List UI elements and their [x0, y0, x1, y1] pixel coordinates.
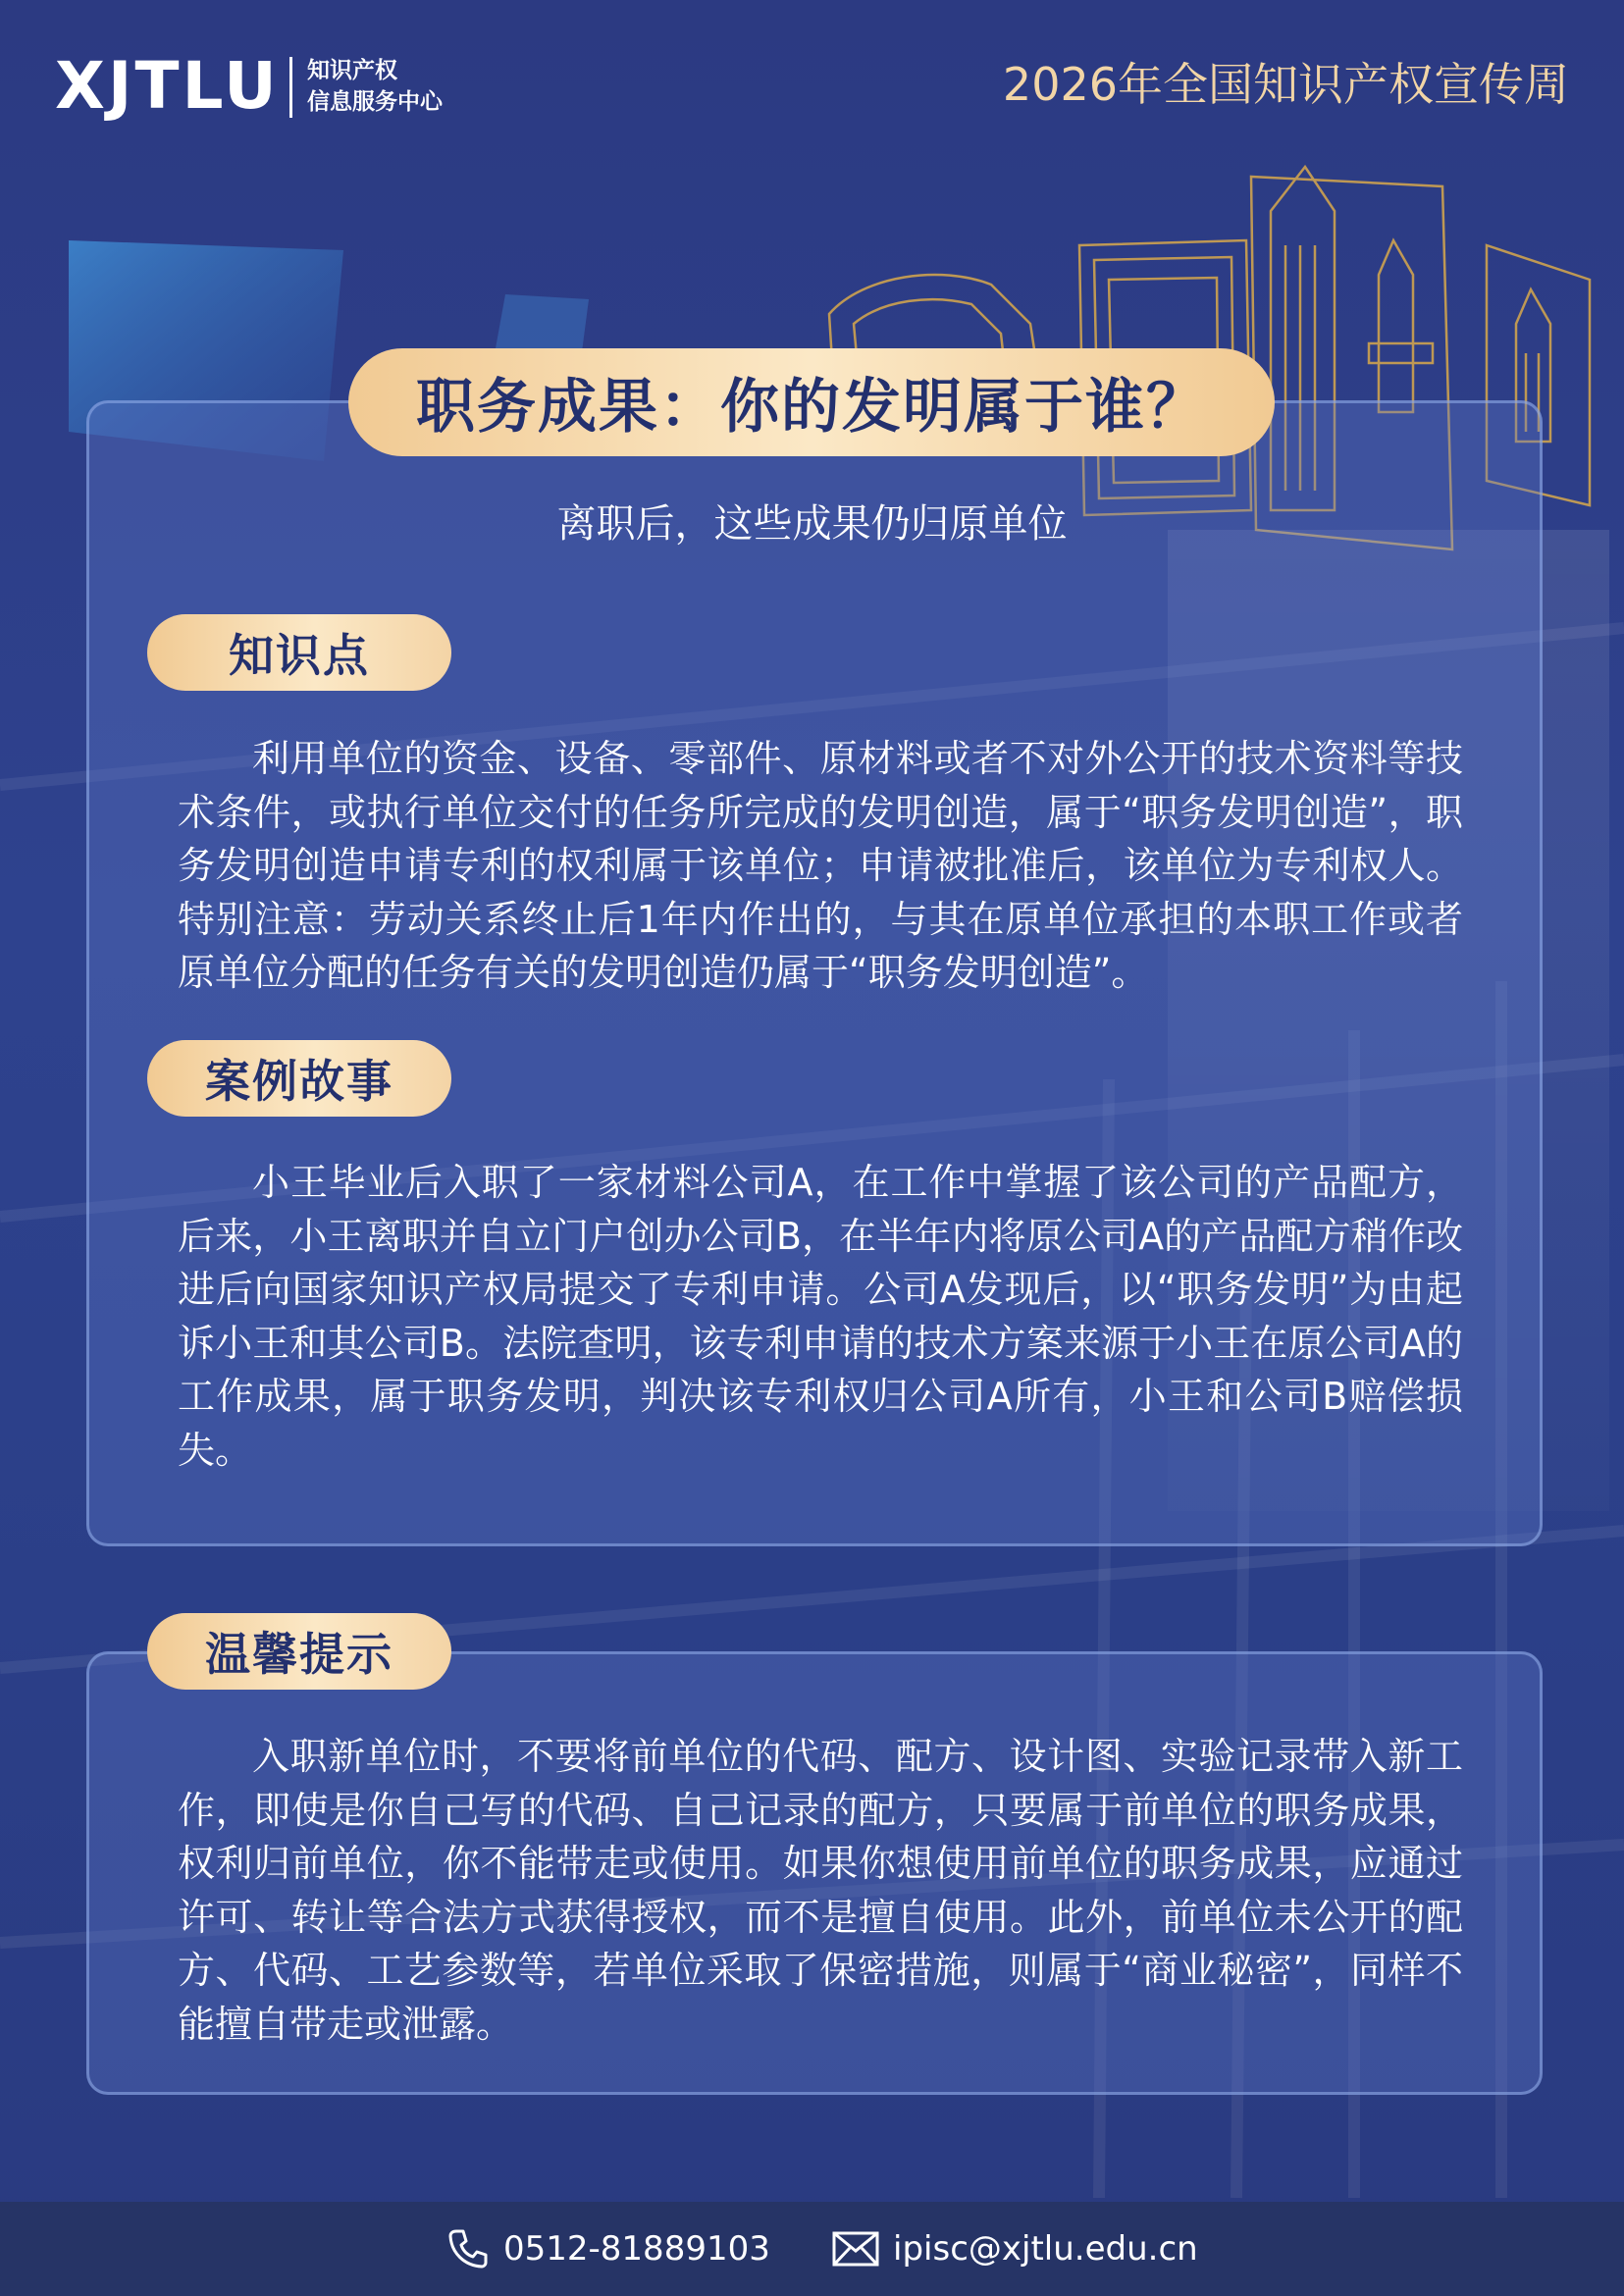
section-heading-label: 案例故事: [205, 1055, 393, 1108]
phone-icon: [446, 2227, 490, 2270]
contact-email: [832, 2225, 1198, 2272]
page-subtitle: 离职后，这些成果仍归原单位: [556, 501, 1068, 547]
page-title-banner: [348, 348, 1275, 456]
xjtlu-logo: XJTLU: [55, 48, 280, 124]
logo-subtitle-line-2: 信息服务中心: [307, 89, 443, 115]
page-header: [0, 0, 1624, 177]
logo-divider: [289, 57, 292, 118]
tips-paragraph: 入职新单位时，不要将前单位的代码、配方、设计图、实验记录带入新工作，即使是你自己写的代码、自己记录的配方，只要属于前单位的职务成果，权利归前单位，你不能带走或使用。如果你想使用前单位的职务成果，应通过许可、转让等合法方式获得授权，而不是擅自使用。此外，前单位未公开的配方、代码、工艺参数等，若单位采取了保密措施，则属于“商业秘密”，同样不能擅自带走或泄露。: [178, 1735, 1463, 2046]
section-heading-case-story: [147, 1040, 451, 1117]
logo-subtitle: [307, 55, 443, 118]
case-story-paragraph: 小王毕业后入职了一家材料公司A，在工作中掌握了该公司的产品配方，后来，小王离职并自立门户创办公司B，在半年内将原公司A的产品配方稍作改进后向国家知识产权局提交了专利申请。公司A发现后，以“职务发明”为由起诉小王和其公司B。法院查明，该专利申请的技术方案来源于小王在原公司A的工作成果，属于职务发明，判决该专利权归公司A所有，小王和公司B赔偿损失。: [178, 1161, 1463, 1472]
logo-subtitle-line-1: 知识产权: [307, 58, 397, 83]
event-title: 2026年全国知识产权宣传周: [1002, 58, 1569, 111]
section-heading-tips: [147, 1613, 451, 1690]
phone-number: 0512-81889103: [503, 2229, 770, 2269]
section-heading-label: 知识点: [229, 629, 370, 682]
section-heading-label: 温馨提示: [205, 1628, 393, 1681]
knowledge-paragraph: 利用单位的资金、设备、零部件、原材料或者不对外公开的技术资料等技术条件，或执行单位交付的任务所完成的发明创造，属于“职务发明创造”，职务发明创造申请专利的权利属于该单位；申请被批准后，该单位为专利权人。特别注意：劳动关系终止后1年内作出的，与其在原单位承担的本职工作或者原单位分配的任务有关的发明创造仍属于“职务发明创造”。: [178, 737, 1463, 994]
page-title: 职务成果：你的发明属于谁？: [416, 373, 1207, 442]
email-address: ipisc@xjtlu.edu.cn: [893, 2229, 1198, 2269]
mail-icon: [832, 2231, 879, 2267]
contact-footer: [0, 2202, 1624, 2296]
contact-phone: [446, 2225, 770, 2272]
section-heading-knowledge: [147, 614, 451, 691]
